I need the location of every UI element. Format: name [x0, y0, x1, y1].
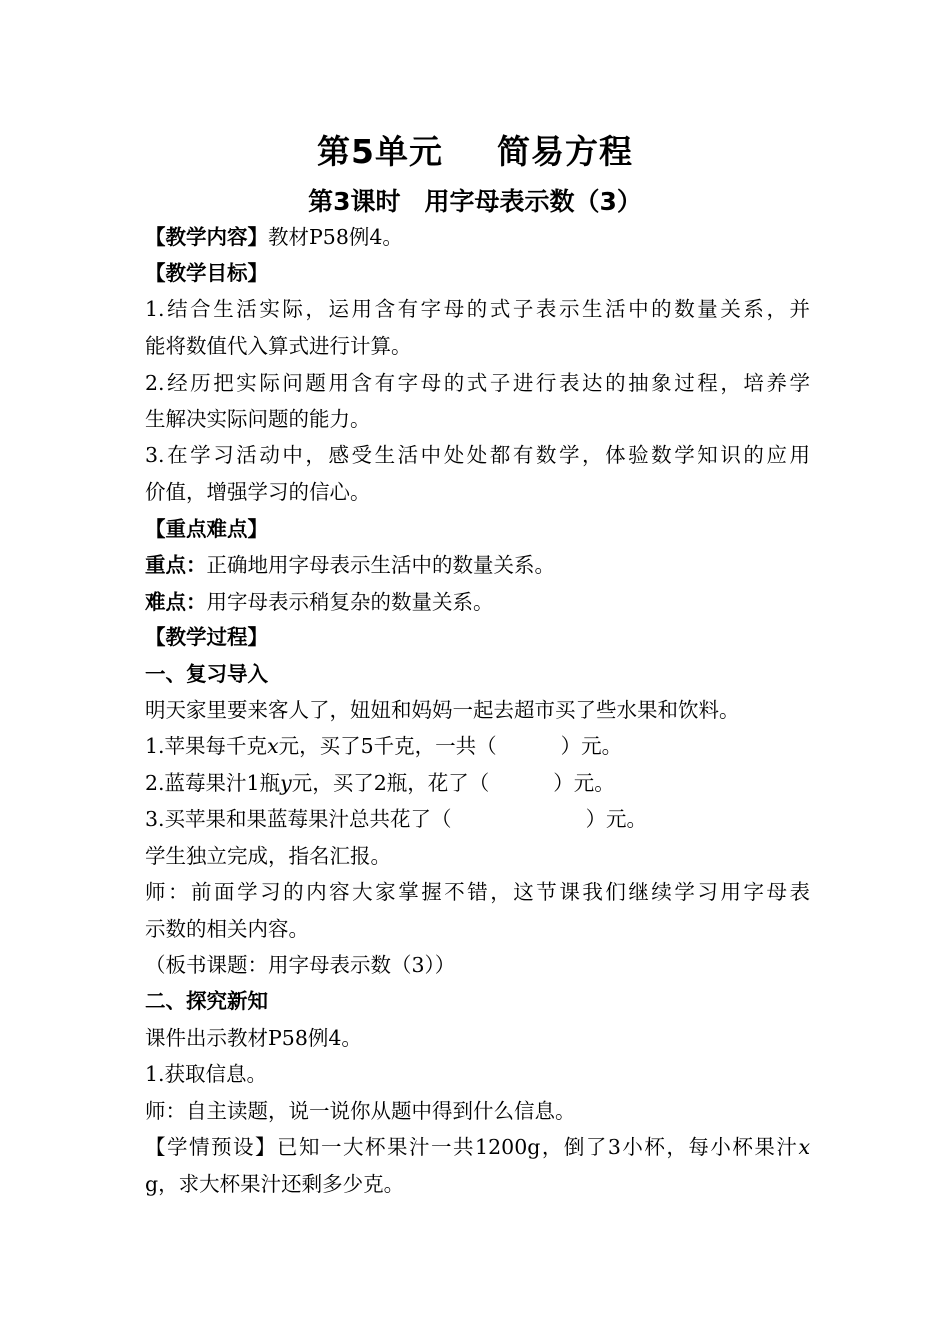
goal-3-line-2: 价值，增强学习的信心。	[145, 480, 371, 504]
question-2-part-a: 2.蓝莓果汁1瓶	[145, 771, 281, 795]
question-1-part-b: 元，买了5千克，一共（	[278, 734, 497, 758]
key-points-heading: 【重点难点】	[145, 517, 268, 541]
question-2-variable: y	[280, 771, 292, 795]
preset-line-2: g，求大杯果汁还剩多少克。	[145, 1172, 405, 1196]
question-2-part-b: 元，买了2瓶，花了（	[291, 771, 490, 795]
lesson-number: 第3课时	[308, 187, 401, 216]
question-1-variable: x	[267, 734, 279, 758]
question-1	[145, 731, 810, 761]
goal-2-line-1: 2.经历把实际问题用含有字母的式子进行表达的抽象过程，培养学	[145, 371, 810, 395]
question-1-part-c: ）元。	[560, 734, 623, 758]
section-2-heading: 二、探究新知	[145, 989, 268, 1013]
difficulty-text: 用字母表示稍复杂的数量关系。	[206, 590, 494, 614]
goal-1-line-1: 1.结合生活实际，运用含有字母的式子表示生活中的数量关系，并	[145, 297, 810, 321]
question-3-part-a: 3.买苹果和果蓝莓果汁总共花了（	[145, 807, 452, 831]
step-1-label: 1.获取信息。	[145, 1062, 268, 1086]
goal-2-line-2: 生解决实际问题的能力。	[145, 407, 371, 431]
preset-line-1	[145, 1132, 810, 1162]
unit-topic: 简易方程	[496, 132, 633, 171]
goals-heading: 【教学目标】	[145, 261, 268, 285]
difficulty-line	[145, 587, 810, 617]
question-2-part-c: ）元。	[553, 771, 615, 795]
content-label: 【教学内容】	[145, 225, 268, 249]
preset-variable: x	[798, 1135, 811, 1159]
lesson-topic: 用字母表示数（3）	[424, 187, 642, 216]
content-text: 教材P58例4。	[268, 225, 403, 249]
lesson-title	[0, 182, 950, 218]
question-3	[145, 804, 810, 834]
student-activity: 学生独立完成，指名汇报。	[145, 844, 391, 868]
preset-text-a: 已知一大杯果汁一共1200g，倒了3小杯，每小杯果汁	[277, 1135, 799, 1159]
key-point-label: 重点：	[145, 553, 207, 577]
goal-3-line-1: 3.在学习活动中，感受生活中处处都有数学，体验数学知识的应用	[145, 443, 810, 467]
difficulty-label: 难点：	[145, 590, 207, 614]
board-title-note: （板书课题：用字母表示数（3））	[145, 953, 456, 977]
question-2	[145, 768, 810, 798]
teacher-remark-line-2: 示数的相关内容。	[145, 917, 309, 941]
preset-label: 【学情预设】	[145, 1135, 278, 1159]
content-line	[145, 222, 810, 252]
key-point-line	[145, 550, 810, 580]
question-3-part-c: ）元。	[585, 807, 648, 831]
goal-1-line-2: 能将数值代入算式进行计算。	[145, 334, 412, 358]
unit-number: 第5单元	[317, 132, 443, 171]
section-1-heading: 一、复习导入	[145, 662, 268, 686]
process-heading: 【教学过程】	[145, 625, 268, 649]
question-1-part-a: 1.苹果每千克	[145, 734, 268, 758]
key-point-text: 正确地用字母表示生活中的数量关系。	[206, 553, 555, 577]
teacher-remark-line-1: 师：前面学习的内容大家掌握不错，这节课我们继续学习用字母表	[145, 880, 810, 904]
teacher-prompt: 师：自主读题，说一说你从题中得到什么信息。	[145, 1099, 576, 1123]
courseware-note: 课件出示教材P58例4。	[145, 1026, 362, 1050]
unit-title	[0, 126, 950, 173]
section-1-intro: 明天家里要来客人了，妞妞和妈妈一起去超市买了些水果和饮料。	[145, 698, 740, 722]
